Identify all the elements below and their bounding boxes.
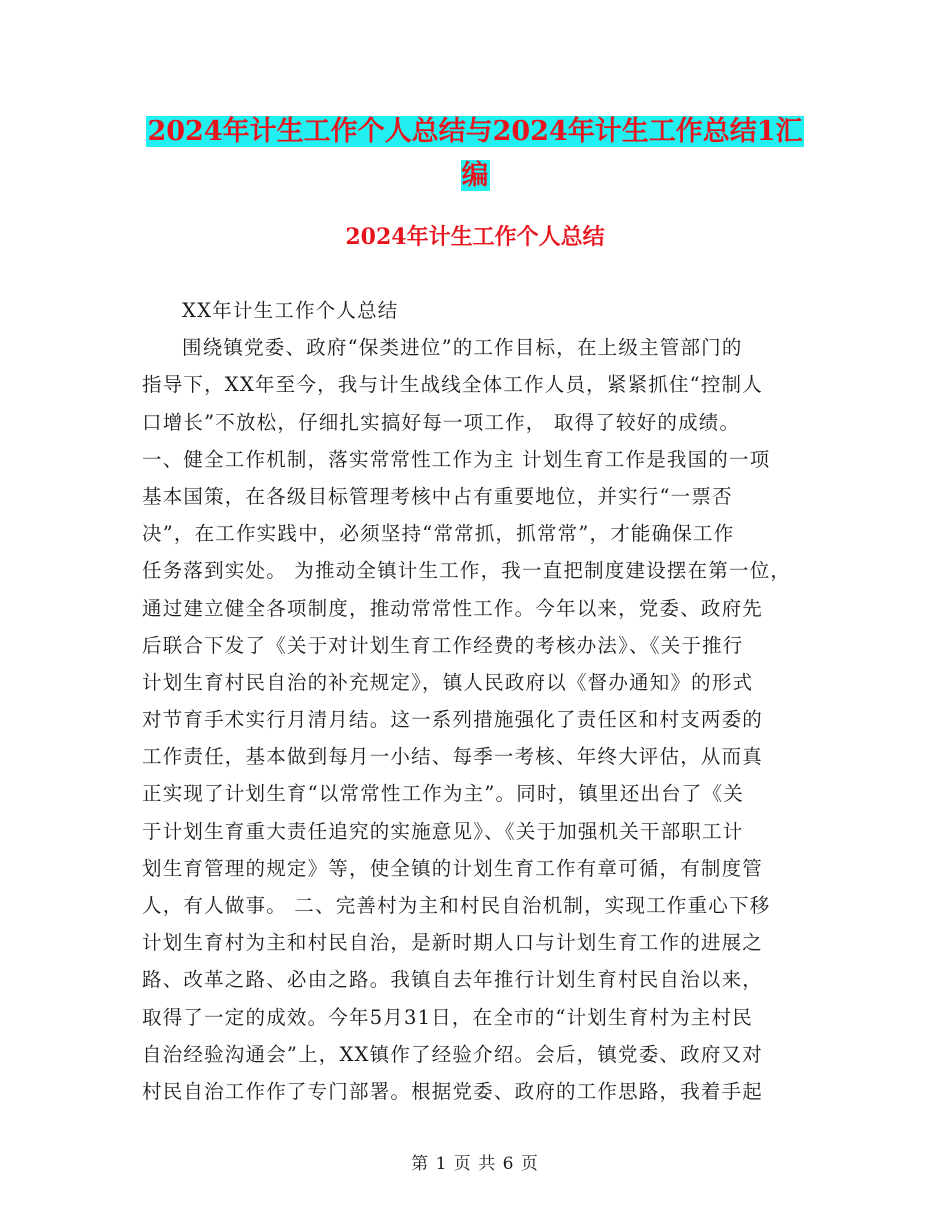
document-title	[140, 110, 810, 198]
body-line: 自治经验沟通会”上，XX镇作了经验介绍。会后，镇党委、政府又对	[142, 1042, 763, 1066]
body-line: 决”，在工作实践中，必须坚持“常常抓，抓常常”，才能确保工作	[142, 522, 735, 546]
body-line: 对节育手术实行月清月结。这一系列措施强化了责任区和村支两委的	[142, 708, 764, 732]
body-line: 计划生育村为主和村民自治，是新时期人口与计划生育工作的进展之	[142, 931, 764, 955]
body-line: 工作责任，基本做到每月一小结、每季一考核、年终大评估，从而真	[142, 745, 764, 769]
body-line: 路、改革之路、必由之路。我镇自去年推行计划生育村民自治以来，	[142, 968, 764, 992]
body-line: 取得了一定的成效。今年5月31日，在全市的“计划生育村为主村民	[142, 1005, 753, 1029]
document-title-line1: 2024年计生工作个人总结与2024年计生工作总结1汇	[147, 116, 803, 147]
body-line: 通过建立健全各项制度，推动常常性工作。今年以来，党委、政府先	[142, 596, 764, 620]
body-line: 于计划生育重大责任追究的实施意见》、《关于加强机关干部职工计	[142, 819, 744, 843]
body-line: 人，有人做事。 二、完善村为主和村民自治机制，实现工作重心下移	[142, 894, 771, 917]
body-line: 一、健全工作机制，落实常常性工作为主 计划生育工作是我国的一项	[142, 447, 771, 471]
document-title-line2: 编	[461, 160, 489, 191]
body-line: 围绕镇党委、政府“保类进位”的工作目标，在上级主管部门的	[182, 336, 743, 360]
body-line: 指导下，XX年至今，我与计生战线全体工作人员，紧紧抓住“控制人	[142, 373, 763, 397]
body-line: 正实现了计划生育“以常常性工作为主”。同时，镇里还出台了《关	[142, 782, 744, 806]
body-line: 后联合下发了《关于对计划生育工作经费的考核办法》、《关于推行	[142, 633, 744, 657]
body-text	[142, 292, 810, 1110]
body-line: 划生育管理的规定》等，使全镇的计划生育工作有章可循，有制度管	[142, 856, 764, 880]
body-line: 基本国策，在各级目标管理考核中占有重要地位，并实行“一票否	[142, 484, 733, 508]
body-line: 计划生育村民自治的补充规定》，镇人民政府以《督办通知》的形式	[142, 670, 754, 694]
section-title: 2024年计生工作个人总结	[345, 224, 605, 250]
body-line: 村民自治工作作了专门部署。根据党委、政府的工作思路，我着手起	[142, 1079, 764, 1103]
body-line: 口增长”不放松，仔细扎实搞好每一项工作， 取得了较好的成绩。	[142, 410, 741, 434]
page-footer: 第 1 页 共 6 页	[411, 1154, 539, 1174]
body-line: XX年计生工作个人总结	[182, 299, 399, 322]
body-line: 任务落到实处。 为推动全镇计生工作，我一直把制度建设摆在第一位，	[142, 559, 792, 583]
